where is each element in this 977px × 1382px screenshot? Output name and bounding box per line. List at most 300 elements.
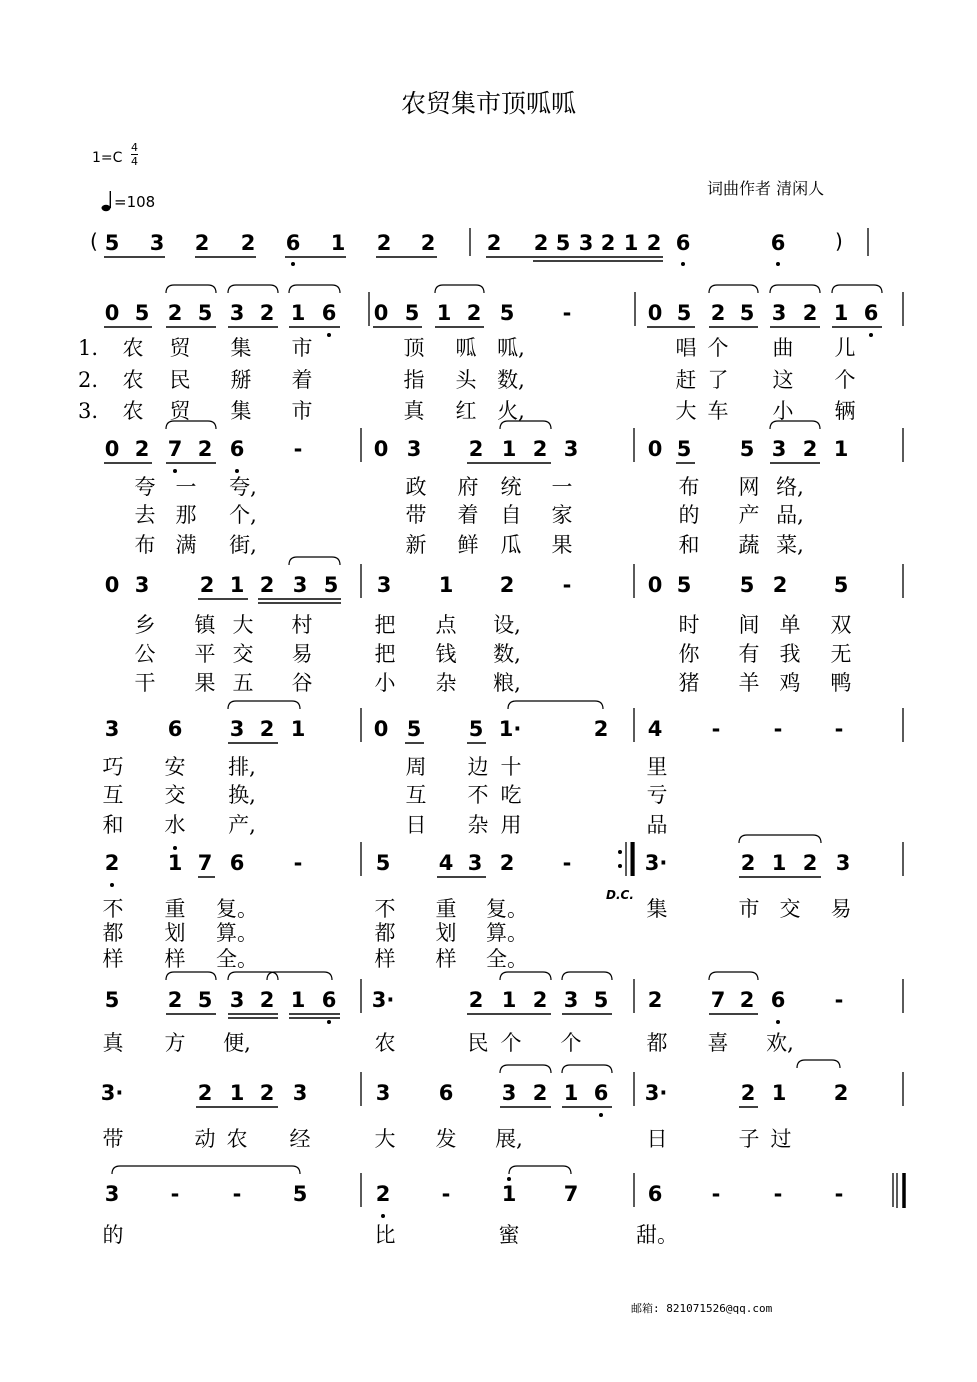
note: 2 xyxy=(468,437,484,461)
intro-note: 3 xyxy=(149,231,165,255)
note: 4 xyxy=(647,717,663,741)
intro-note: 2 xyxy=(533,231,549,255)
note: 3 xyxy=(229,301,245,325)
lyric: 划 xyxy=(435,921,457,945)
song-title: 农贸集市顶呱呱 xyxy=(400,89,576,118)
lyric: 顶 xyxy=(403,336,425,360)
lyric: 那 xyxy=(175,503,197,527)
note: 0 xyxy=(373,437,389,461)
lyric: 农 xyxy=(122,399,144,423)
slur xyxy=(739,835,821,843)
lyric: 交 xyxy=(779,897,801,921)
note: 2 xyxy=(802,301,818,325)
note: 0 xyxy=(104,437,120,461)
note: 3 xyxy=(292,573,308,597)
lyric: 划 xyxy=(164,921,186,945)
note: 6 xyxy=(229,851,245,875)
lyric: 复。 xyxy=(216,897,258,921)
lyric: 真 xyxy=(403,399,425,423)
lyric: 都 xyxy=(646,1031,668,1055)
lyric: 十 xyxy=(500,755,522,779)
lyric: 贸 xyxy=(169,399,191,423)
intro-note: 1 xyxy=(330,231,346,255)
note: 2 xyxy=(134,437,150,461)
note: 2 xyxy=(499,851,515,875)
slur xyxy=(832,285,882,293)
lyric: 巧 xyxy=(102,755,124,779)
lyric: 乡 xyxy=(134,613,156,637)
low-octave-dot xyxy=(327,333,331,337)
intro-note: 5 xyxy=(555,231,571,255)
lyric: 展, xyxy=(495,1127,523,1151)
lyric: 市 xyxy=(738,897,760,921)
note: 5 xyxy=(676,573,692,597)
note: 0 xyxy=(104,573,120,597)
note: 7 xyxy=(197,851,213,875)
lyric: 鸡 xyxy=(779,671,801,695)
note: 3 xyxy=(229,988,245,1012)
low-dot xyxy=(291,262,295,266)
lyric: 集 xyxy=(230,399,252,423)
slur xyxy=(562,972,612,980)
note: 6 xyxy=(321,301,337,325)
intro-note: 2 xyxy=(420,231,436,255)
lyric: 平 xyxy=(194,642,216,666)
lyric: 样 xyxy=(102,947,124,971)
lyric: 掰 xyxy=(230,368,252,392)
note: 1 xyxy=(290,301,306,325)
lyric: 1. xyxy=(77,336,99,360)
lyric: 算。 xyxy=(486,921,528,945)
note: 3 xyxy=(104,1182,120,1206)
note: 5 xyxy=(134,301,150,325)
lyric: 子 xyxy=(738,1127,760,1151)
note: - xyxy=(232,1182,242,1206)
lyric: 日 xyxy=(646,1127,668,1151)
lyric: 个 xyxy=(707,336,729,360)
note: 2 xyxy=(532,1081,548,1105)
note: 7 xyxy=(563,1182,579,1206)
lyric: 重 xyxy=(435,897,457,921)
intro-note: 5 xyxy=(104,231,120,255)
note: 3· xyxy=(644,851,668,875)
lyric: 周 xyxy=(405,755,427,779)
lyric: 甜。 xyxy=(636,1223,678,1247)
lyric: 布 xyxy=(134,533,156,557)
time-bottom: 4 xyxy=(131,155,138,168)
low-dot xyxy=(776,262,780,266)
lyric: 产, xyxy=(228,813,256,837)
slur xyxy=(228,285,278,293)
note: 7 xyxy=(167,437,183,461)
note: 6 xyxy=(770,988,786,1012)
intro-note: 2 xyxy=(194,231,210,255)
lyric: 亏 xyxy=(646,783,668,807)
lyric: 全。 xyxy=(486,947,528,971)
note: 1 xyxy=(438,573,454,597)
note: 2 xyxy=(833,1081,849,1105)
lyric: 市 xyxy=(291,399,313,423)
note: 3 xyxy=(835,851,851,875)
lyric: 杂 xyxy=(467,813,489,837)
low-octave-dot xyxy=(776,1020,780,1024)
lyric: 易 xyxy=(830,897,852,921)
note: 0 xyxy=(373,301,389,325)
lyric: 样 xyxy=(164,947,186,971)
note: 3 xyxy=(771,301,787,325)
low-octave-dot xyxy=(235,469,239,473)
note: 3· xyxy=(644,1081,668,1105)
lyric: 交 xyxy=(164,783,186,807)
note: 5 xyxy=(739,437,755,461)
lyric: 集 xyxy=(230,336,252,360)
lyric: 过 xyxy=(770,1127,792,1151)
lyric: 产 xyxy=(738,503,760,527)
lyric: 贸 xyxy=(169,336,191,360)
lyric: 把 xyxy=(374,642,396,666)
note: 6 xyxy=(438,1081,454,1105)
lyric: 小 xyxy=(772,399,794,423)
dc-marking: D.C. xyxy=(606,888,634,902)
lyric: 大 xyxy=(232,613,254,637)
lyric: 交 xyxy=(232,642,254,666)
note: 2 xyxy=(772,573,788,597)
lyric: 夸 xyxy=(134,475,156,499)
high-octave-dot xyxy=(507,1177,511,1181)
note: - xyxy=(293,437,303,461)
lyric: 果 xyxy=(551,533,573,557)
lyric: 菜, xyxy=(776,533,804,557)
lyric: 曲 xyxy=(772,336,794,360)
lyric: 安 xyxy=(164,755,186,779)
note: 1 xyxy=(290,988,306,1012)
slur xyxy=(166,285,216,293)
slur xyxy=(509,1166,571,1174)
note: 3 xyxy=(104,717,120,741)
note: 6 xyxy=(167,717,183,741)
lyric: 夸, xyxy=(229,475,257,499)
slur xyxy=(770,285,820,293)
slur xyxy=(166,972,216,980)
note: 2 xyxy=(199,573,215,597)
note: 0 xyxy=(647,573,663,597)
note: 1 xyxy=(833,437,849,461)
lyric: 街, xyxy=(229,533,257,557)
note: - xyxy=(711,1182,721,1206)
lyric: 经 xyxy=(289,1127,311,1151)
slur xyxy=(562,1065,612,1073)
lyric: 数, xyxy=(497,368,525,392)
note: 0 xyxy=(104,301,120,325)
note: 2 xyxy=(197,437,213,461)
lyric: 不 xyxy=(102,897,124,921)
note: 2 xyxy=(259,573,275,597)
time-top: 4 xyxy=(131,141,138,154)
lyric: 真 xyxy=(102,1031,124,1055)
note: 3· xyxy=(371,988,395,1012)
lyric: 换, xyxy=(228,783,256,807)
slur xyxy=(500,1065,551,1073)
lyric: 大 xyxy=(374,1127,396,1151)
intro-note: 6 xyxy=(675,231,691,255)
lyric: 喜 xyxy=(707,1031,729,1055)
note: 3 xyxy=(771,437,787,461)
lyric: 农 xyxy=(122,368,144,392)
note: 5 xyxy=(406,717,422,741)
lyric: 带 xyxy=(102,1127,124,1151)
note: - xyxy=(562,301,572,325)
intro-note: 6 xyxy=(285,231,301,255)
lyric: 便, xyxy=(223,1031,251,1055)
note: - xyxy=(711,717,721,741)
lyric: 品, xyxy=(776,503,804,527)
low-octave-dot xyxy=(381,1214,385,1218)
lyric: 自 xyxy=(500,503,522,527)
intro-note: 2 xyxy=(486,231,502,255)
note: - xyxy=(170,1182,180,1206)
lyric: 干 xyxy=(134,671,156,695)
note: 2 xyxy=(104,851,120,875)
lyric: 钱 xyxy=(435,642,457,666)
lyric: 日 xyxy=(405,813,427,837)
lyric: 头 xyxy=(455,368,477,392)
lyric: 算。 xyxy=(216,921,258,945)
note: 1 xyxy=(501,1182,517,1206)
note: 3 xyxy=(134,573,150,597)
note: 5 xyxy=(375,851,391,875)
lyric: 无 xyxy=(830,642,852,666)
note: 5 xyxy=(593,988,609,1012)
intro-note: 2 xyxy=(600,231,616,255)
note: 2 xyxy=(499,573,515,597)
note: - xyxy=(441,1182,451,1206)
note: 2 xyxy=(167,988,183,1012)
lyric: 和 xyxy=(102,813,124,837)
note: 3 xyxy=(563,437,579,461)
note: 1 xyxy=(290,717,306,741)
note: 5 xyxy=(197,988,213,1012)
note: 3 xyxy=(292,1081,308,1105)
repeat-dot xyxy=(618,864,622,868)
lyric: 络, xyxy=(776,475,804,499)
note: - xyxy=(834,988,844,1012)
lyric: 我 xyxy=(779,642,801,666)
intro-note: 2 xyxy=(240,231,256,255)
note: 2 xyxy=(739,988,755,1012)
lyric: 呱, xyxy=(497,336,525,360)
note: 2 xyxy=(375,1182,391,1206)
lyric: 用 xyxy=(500,813,522,837)
note: 2 xyxy=(740,851,756,875)
lyric: 都 xyxy=(374,921,396,945)
note: 5 xyxy=(739,301,755,325)
note: 1· xyxy=(498,717,522,741)
lyric: 猪 xyxy=(678,671,700,695)
lyric: 统 xyxy=(500,475,522,499)
lyric: 民 xyxy=(467,1031,489,1055)
lyric: 3. xyxy=(77,399,99,423)
lyric: 和 xyxy=(678,533,700,557)
lyric: 新 xyxy=(405,533,427,557)
tempo-mark: =108 xyxy=(114,193,156,211)
note: 0 xyxy=(373,717,389,741)
note: 1 xyxy=(501,437,517,461)
low-octave-dot xyxy=(599,1113,603,1117)
lyric: 设, xyxy=(493,613,521,637)
lyric: 的 xyxy=(102,1223,124,1247)
lyric: 把 xyxy=(374,613,396,637)
note: 2 xyxy=(802,437,818,461)
lyric: 全。 xyxy=(216,947,258,971)
lyric: 指 xyxy=(403,368,425,392)
lyric: 鸭 xyxy=(830,671,852,695)
lyric: 一 xyxy=(551,475,573,499)
low-octave-dot xyxy=(110,883,114,887)
note: 2 xyxy=(468,988,484,1012)
lyric: 瓜 xyxy=(500,533,522,557)
lyric: 火, xyxy=(497,399,525,423)
lyric: 果 xyxy=(194,671,216,695)
lyric: 2. xyxy=(77,368,99,392)
slur xyxy=(228,701,300,709)
note: 5 xyxy=(404,301,420,325)
note: - xyxy=(562,851,572,875)
note: - xyxy=(834,717,844,741)
lyric: 村 xyxy=(291,613,313,637)
lyric: 了 xyxy=(707,368,729,392)
note: 2 xyxy=(466,301,482,325)
note: - xyxy=(834,1182,844,1206)
lyric: 互 xyxy=(102,783,124,807)
intro-note: 3 xyxy=(578,231,594,255)
slur xyxy=(289,557,340,565)
note: 2 xyxy=(259,1081,275,1105)
note: 5 xyxy=(499,301,515,325)
note: 5 xyxy=(468,717,484,741)
lyric: 互 xyxy=(405,783,427,807)
note: 1 xyxy=(229,573,245,597)
lyric: 的 xyxy=(678,503,700,527)
composer-credit: 词曲作者 清闲人 xyxy=(707,179,825,198)
lyric: 个 xyxy=(834,368,856,392)
contact-email: 邮箱: 821071526@qq.com xyxy=(631,1302,773,1315)
lyric: 农 xyxy=(226,1127,248,1151)
lyric: 赶 xyxy=(675,368,697,392)
note: 6 xyxy=(593,1081,609,1105)
lyric: 水 xyxy=(164,813,186,837)
note: 7 xyxy=(710,988,726,1012)
intro-open-paren: ( xyxy=(90,229,98,253)
slur xyxy=(709,972,758,980)
note: 2 xyxy=(259,988,275,1012)
lyric: 蔬 xyxy=(738,533,760,557)
slur xyxy=(508,701,603,709)
lyric: 单 xyxy=(779,613,801,637)
note: 6 xyxy=(647,1182,663,1206)
lyric: 双 xyxy=(830,613,852,637)
slur xyxy=(709,285,758,293)
note: - xyxy=(773,717,783,741)
lyric: 儿 xyxy=(834,336,856,360)
lyric: 里 xyxy=(646,755,668,779)
note: 5 xyxy=(676,301,692,325)
lyric: 不 xyxy=(467,783,489,807)
note: 2 xyxy=(710,301,726,325)
note: 2 xyxy=(197,1081,213,1105)
lyric: 样 xyxy=(374,947,396,971)
note: 5 xyxy=(197,301,213,325)
lyric: 比 xyxy=(374,1223,396,1247)
lyric: 复。 xyxy=(486,897,528,921)
lyric: 车 xyxy=(707,399,729,423)
lyric: 排, xyxy=(228,755,256,779)
note: 2 xyxy=(740,1081,756,1105)
note: 1 xyxy=(501,988,517,1012)
lyric: 个 xyxy=(500,1031,522,1055)
note: 2 xyxy=(532,988,548,1012)
lyric: 这 xyxy=(772,368,794,392)
slur xyxy=(435,285,484,293)
note: 5 xyxy=(292,1182,308,1206)
lyric: 布 xyxy=(678,475,700,499)
lyric: 发 xyxy=(435,1127,457,1151)
note: 3 xyxy=(376,573,392,597)
lyric: 杂 xyxy=(435,671,457,695)
lyric: 时 xyxy=(678,613,700,637)
note: 4 xyxy=(438,851,454,875)
intro-note: 1 xyxy=(623,231,639,255)
lyric: 蜜 xyxy=(498,1223,520,1247)
lyric: 欢, xyxy=(766,1031,794,1055)
lyric: 间 xyxy=(738,613,760,637)
note: 1 xyxy=(436,301,452,325)
lyric: 不 xyxy=(374,897,396,921)
lyric: 农 xyxy=(122,336,144,360)
lyric: 政 xyxy=(405,475,427,499)
note: 1 xyxy=(771,851,787,875)
lyric: 家 xyxy=(551,503,573,527)
lyric: 网 xyxy=(738,475,760,499)
note: 0 xyxy=(647,301,663,325)
note: 1 xyxy=(563,1081,579,1105)
note: 2 xyxy=(259,717,275,741)
lyric: 有 xyxy=(738,642,760,666)
note: 5 xyxy=(104,988,120,1012)
note: 6 xyxy=(229,437,245,461)
lyric: 都 xyxy=(102,921,124,945)
note: 1 xyxy=(771,1081,787,1105)
lyric: 数, xyxy=(493,642,521,666)
repeat-dot xyxy=(618,850,622,854)
note: 1 xyxy=(167,851,183,875)
lyric: 谷 xyxy=(291,671,313,695)
lyric: 重 xyxy=(164,897,186,921)
intro-close-paren: ) xyxy=(835,229,843,253)
note: - xyxy=(293,851,303,875)
low-dot xyxy=(681,262,685,266)
note: 2 xyxy=(647,988,663,1012)
lyric: 品 xyxy=(646,813,668,837)
lyric: 府 xyxy=(457,475,479,499)
lyric: 大 xyxy=(675,399,697,423)
note: 5 xyxy=(833,573,849,597)
lyric: 镇 xyxy=(194,613,216,637)
lyric: 个, xyxy=(229,503,257,527)
lyric: 带 xyxy=(405,503,427,527)
slur xyxy=(289,285,340,293)
high-octave-dot xyxy=(173,846,177,850)
lyric: 着 xyxy=(291,368,313,392)
